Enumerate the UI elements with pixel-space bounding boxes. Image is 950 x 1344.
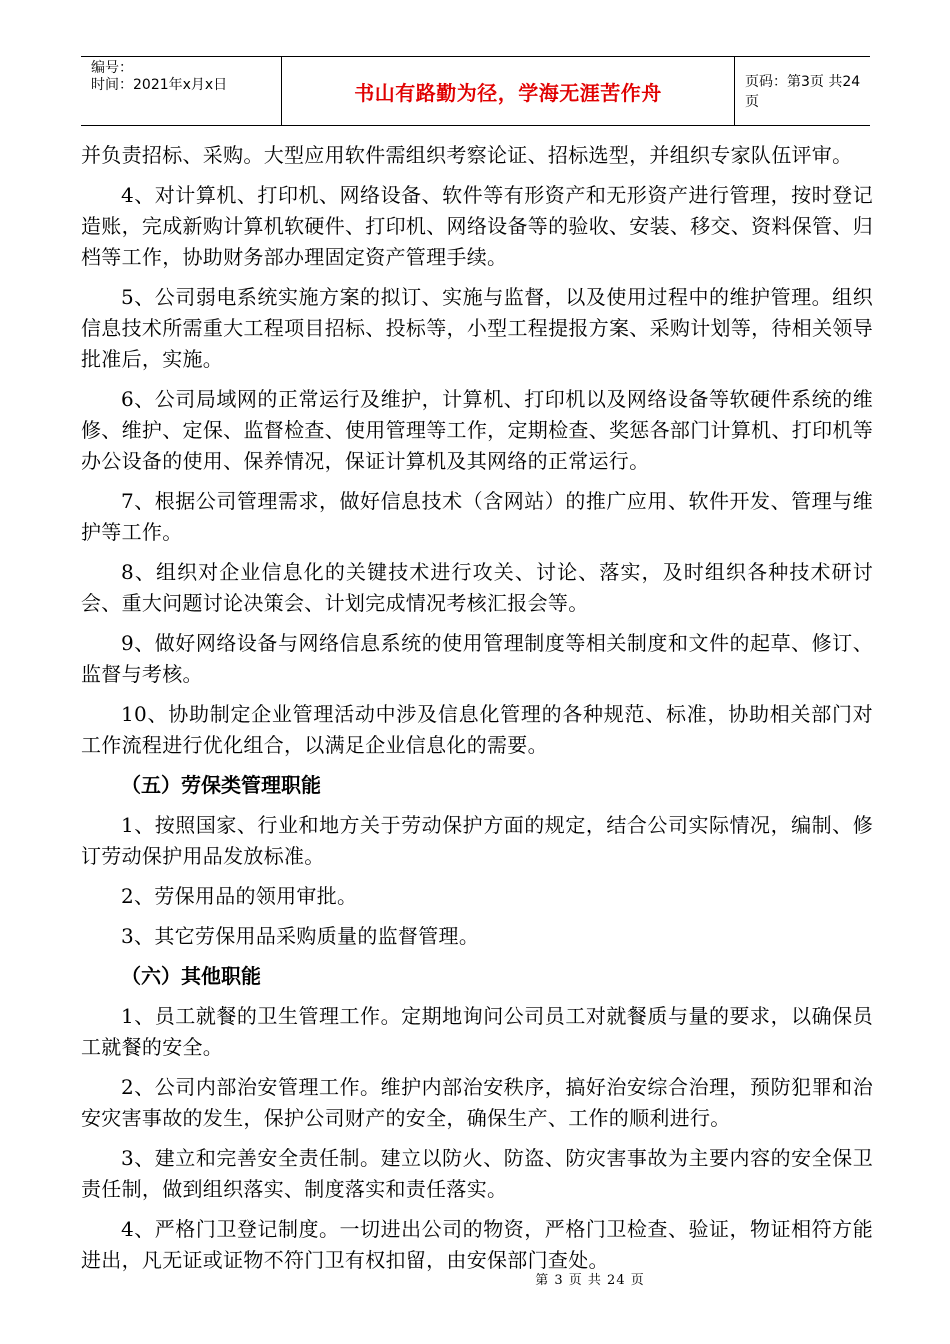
paragraph-other-2: 2、公司内部治安管理工作。维护内部治安秩序，搞好治安综合治理，预防犯罪和治安灾害事故的发生，保护公司财产的安全，确保生产、工作的顺利进行。 bbox=[81, 1075, 873, 1130]
document-number-label: 编号： bbox=[91, 60, 133, 76]
header-page-cell bbox=[733, 57, 870, 125]
paragraph-other-3: 3、建立和完善安全责任制。建立以防火、防盗、防灾害事故为主要内容的安全保卫责任制，做到组织落实、制度落实和责任落实。 bbox=[81, 1146, 873, 1201]
paragraph-labor-1: 1、按照国家、行业和地方关于劳动保护方面的规定，结合公司实际情况，编制、修订劳动保护用品发放标准。 bbox=[81, 813, 873, 868]
paragraph-continued: 并负责招标、采购。大型应用软件需组织考察论证、招标选型，并组织专家队伍评审。 bbox=[81, 143, 853, 167]
paragraph-other-1: 1、员工就餐的卫生管理工作。定期地询问公司员工对就餐质与量的要求，以确保员工就餐的安全。 bbox=[81, 1004, 873, 1059]
paragraph-labor-2: 2、劳保用品的领用审批。 bbox=[121, 884, 358, 908]
header-meta-cell bbox=[81, 57, 281, 125]
paragraph-item-4: 4、对计算机、打印机、网络设备、软件等有形资产和无形资产进行管理，按时登记造账，完成新购计算机软硬件、打印机、网络设备等的验收、安装、移交、资料保管、归档等工作，协助财务部办理固定资产管理手续。 bbox=[81, 183, 873, 269]
header-motto-cell bbox=[281, 57, 735, 125]
header-motto: 书山有路勤为径，学海无涯苦作舟 bbox=[354, 80, 662, 105]
paragraph-other-4: 4、严格门卫登记制度。一切进出公司的物资，严格门卫检查、验证，物证相符方能进出，凡无证或证物不符门卫有权扣留，由安保部门查处。 bbox=[81, 1217, 873, 1272]
paragraph-item-9: 9、做好网络设备与网络信息系统的使用管理制度等相关制度和文件的起草、修订、监督与考核。 bbox=[81, 631, 873, 686]
document-body bbox=[81, 140, 873, 1285]
paragraph-item-5: 5、公司弱电系统实施方案的拟订、实施与监督，以及使用过程中的维护管理。组织信息技术所需重大工程项目招标、投标等，小型工程提报方案、采购计划等，待相关领导批准后，实施。 bbox=[81, 285, 873, 371]
header-page-info: 页码：第3页 共24页 bbox=[745, 74, 861, 110]
paragraph-item-6: 6、公司局域网的正常运行及维护，计算机、打印机以及网络设备等软硬件系统的维修、维护、定保、监督检查、使用管理等工作，定期检查、奖惩各部门计算机、打印机等办公设备的使用、保养情况，保证计算机及其网络的正常运行。 bbox=[81, 387, 873, 473]
paragraph-item-10: 10、协助制定企业管理活动中涉及信息化管理的各种规范、标准，协助相关部门对工作流程进行优化组合，以满足企业信息化的需要。 bbox=[81, 702, 873, 757]
document-header bbox=[81, 56, 870, 126]
paragraph-item-7: 7、根据公司管理需求，做好信息技术（含网站）的推广应用、软件开发、管理与维护等工作。 bbox=[81, 489, 873, 544]
paragraph-labor-3: 3、其它劳保用品采购质量的监督管理。 bbox=[121, 924, 480, 948]
page-footer: 第 3 页 共 24 页 bbox=[535, 1273, 645, 1288]
section-heading-5: （五）劳保类管理职能 bbox=[121, 773, 321, 797]
document-date-label: 时间：2021年x月x日 bbox=[91, 77, 228, 93]
section-heading-6: （六）其他职能 bbox=[121, 964, 261, 988]
paragraph-item-8: 8、组织对企业信息化的关键技术进行攻关、讨论、落实，及时组织各种技术研讨会、重大问题讨论决策会、计划完成情况考核汇报会等。 bbox=[81, 560, 873, 615]
